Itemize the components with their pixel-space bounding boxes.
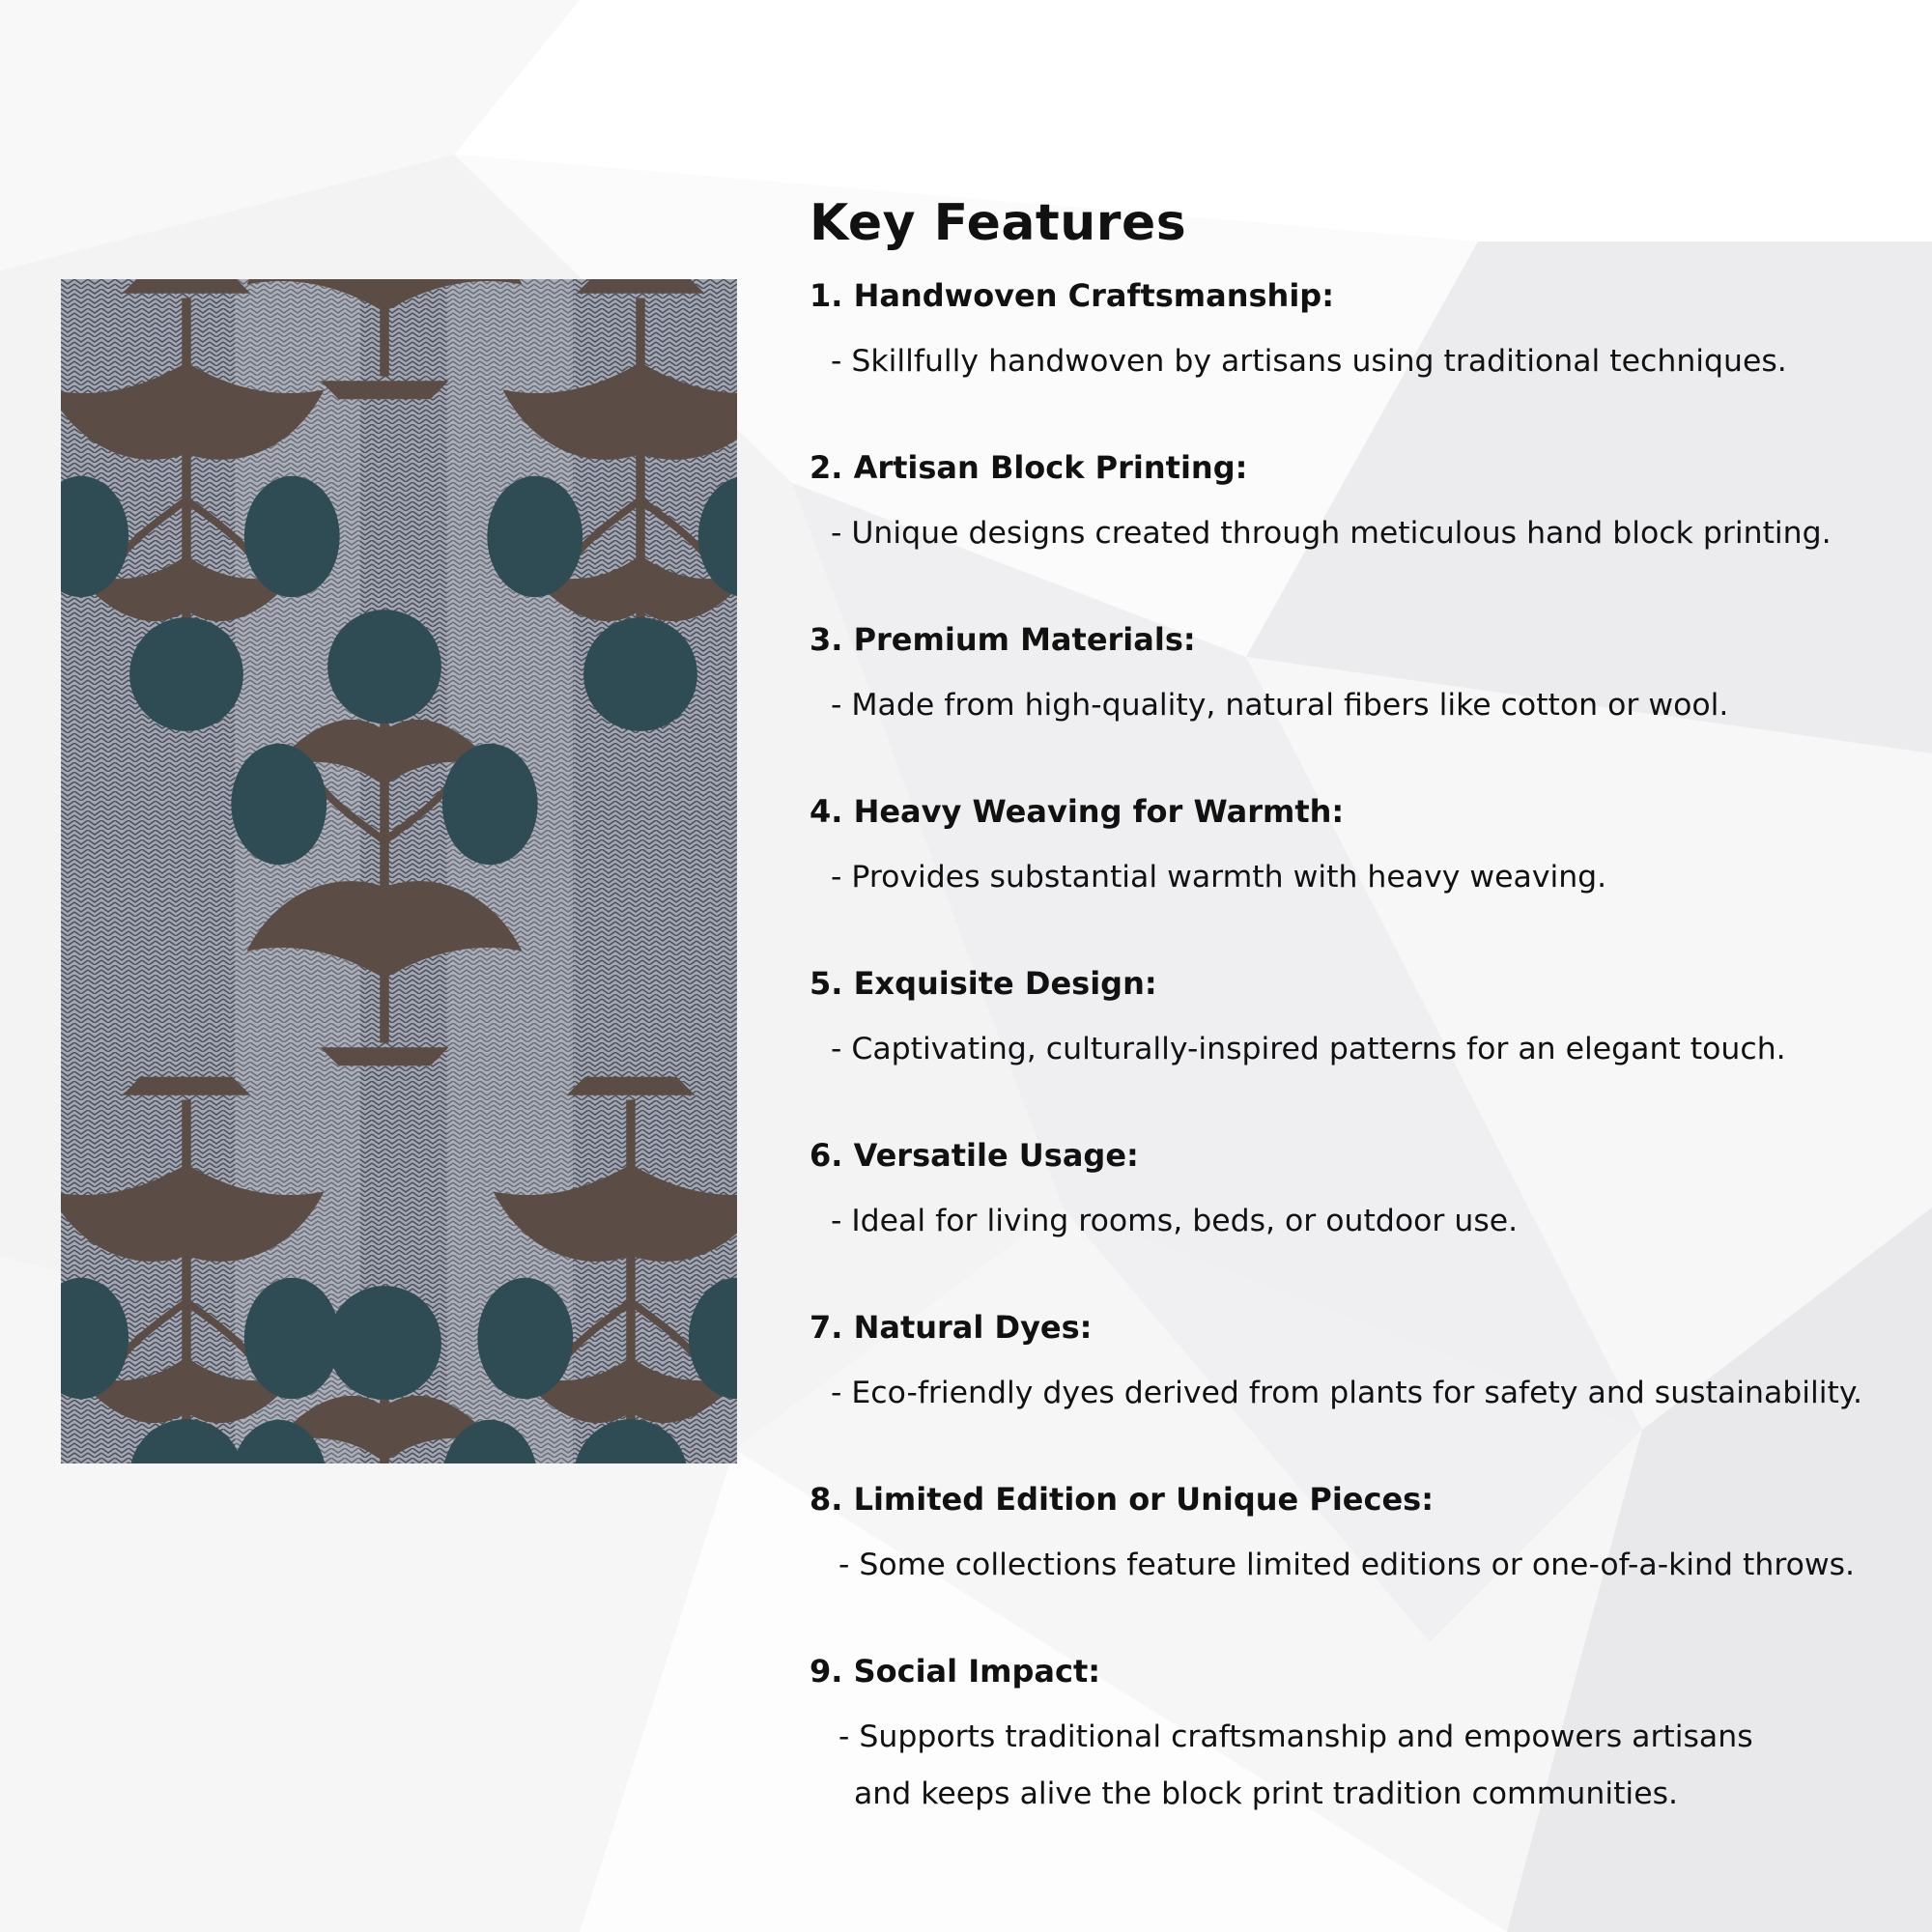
- feature-description-line: - Supports traditional craftsmanship and empowers artisans: [838, 1719, 1753, 1754]
- feature-description: [838, 1709, 1891, 1823]
- page-title: Key Features: [810, 194, 1187, 252]
- feature-item: [810, 448, 1891, 562]
- features-panel: [810, 189, 1891, 1811]
- feature-description: [831, 505, 1891, 562]
- feature-description: [831, 849, 1891, 906]
- feature-title: 6. Versatile Usage:: [810, 1137, 1139, 1174]
- feature-item: [810, 1136, 1891, 1250]
- feature-description-line: - Unique designs created through meticulous hand block printing.: [831, 516, 1832, 551]
- feature-description-line: - Ideal for living rooms, beds, or outdoor use.: [831, 1204, 1519, 1238]
- feature-title: 7. Natural Dyes:: [810, 1309, 1093, 1346]
- fabric-pattern: [61, 279, 737, 1463]
- feature-title: 4. Heavy Weaving for Warmth:: [810, 793, 1345, 830]
- feature-description-line: - Some collections feature limited editions or one-of-a-kind throws.: [838, 1548, 1856, 1582]
- feature-description-line: - Captivating, culturally-inspired patterns for an elegant touch.: [831, 1032, 1786, 1066]
- feature-description-line: - Eco-friendly dyes derived from plants for safety and sustainability.: [831, 1376, 1863, 1410]
- feature-description: [831, 1193, 1891, 1250]
- feature-description: [831, 1021, 1891, 1078]
- feature-description-line: - Provides substantial warmth with heavy weaving.: [831, 860, 1607, 895]
- feature-description-line: - Made from high-quality, natural fibers like cotton or wool.: [831, 688, 1729, 723]
- feature-description: [831, 677, 1891, 734]
- feature-description: [838, 1537, 1891, 1594]
- feature-item: [810, 276, 1891, 390]
- feature-title: 1. Handwoven Craftsmanship:: [810, 277, 1334, 314]
- feature-item: [810, 964, 1891, 1078]
- feature-title: 3. Premium Materials:: [810, 621, 1196, 658]
- feature-title: 2. Artisan Block Printing:: [810, 449, 1248, 486]
- feature-description-line: and keeps alive the block print tradition communities.: [854, 1776, 1678, 1811]
- feature-item: [810, 792, 1891, 906]
- feature-item: [810, 1652, 1891, 1823]
- feature-title: 5. Exquisite Design:: [810, 965, 1157, 1002]
- feature-item: [810, 1308, 1891, 1422]
- feature-description: [831, 1365, 1891, 1422]
- feature-item: [810, 1480, 1891, 1594]
- feature-description-line: - Skillfully handwoven by artisans using traditional techniques.: [831, 344, 1787, 379]
- feature-item: [810, 620, 1891, 734]
- feature-description: [831, 333, 1891, 390]
- feature-title: 8. Limited Edition or Unique Pieces:: [810, 1481, 1434, 1518]
- feature-title: 9. Social Impact:: [810, 1653, 1101, 1690]
- product-image: [61, 279, 737, 1463]
